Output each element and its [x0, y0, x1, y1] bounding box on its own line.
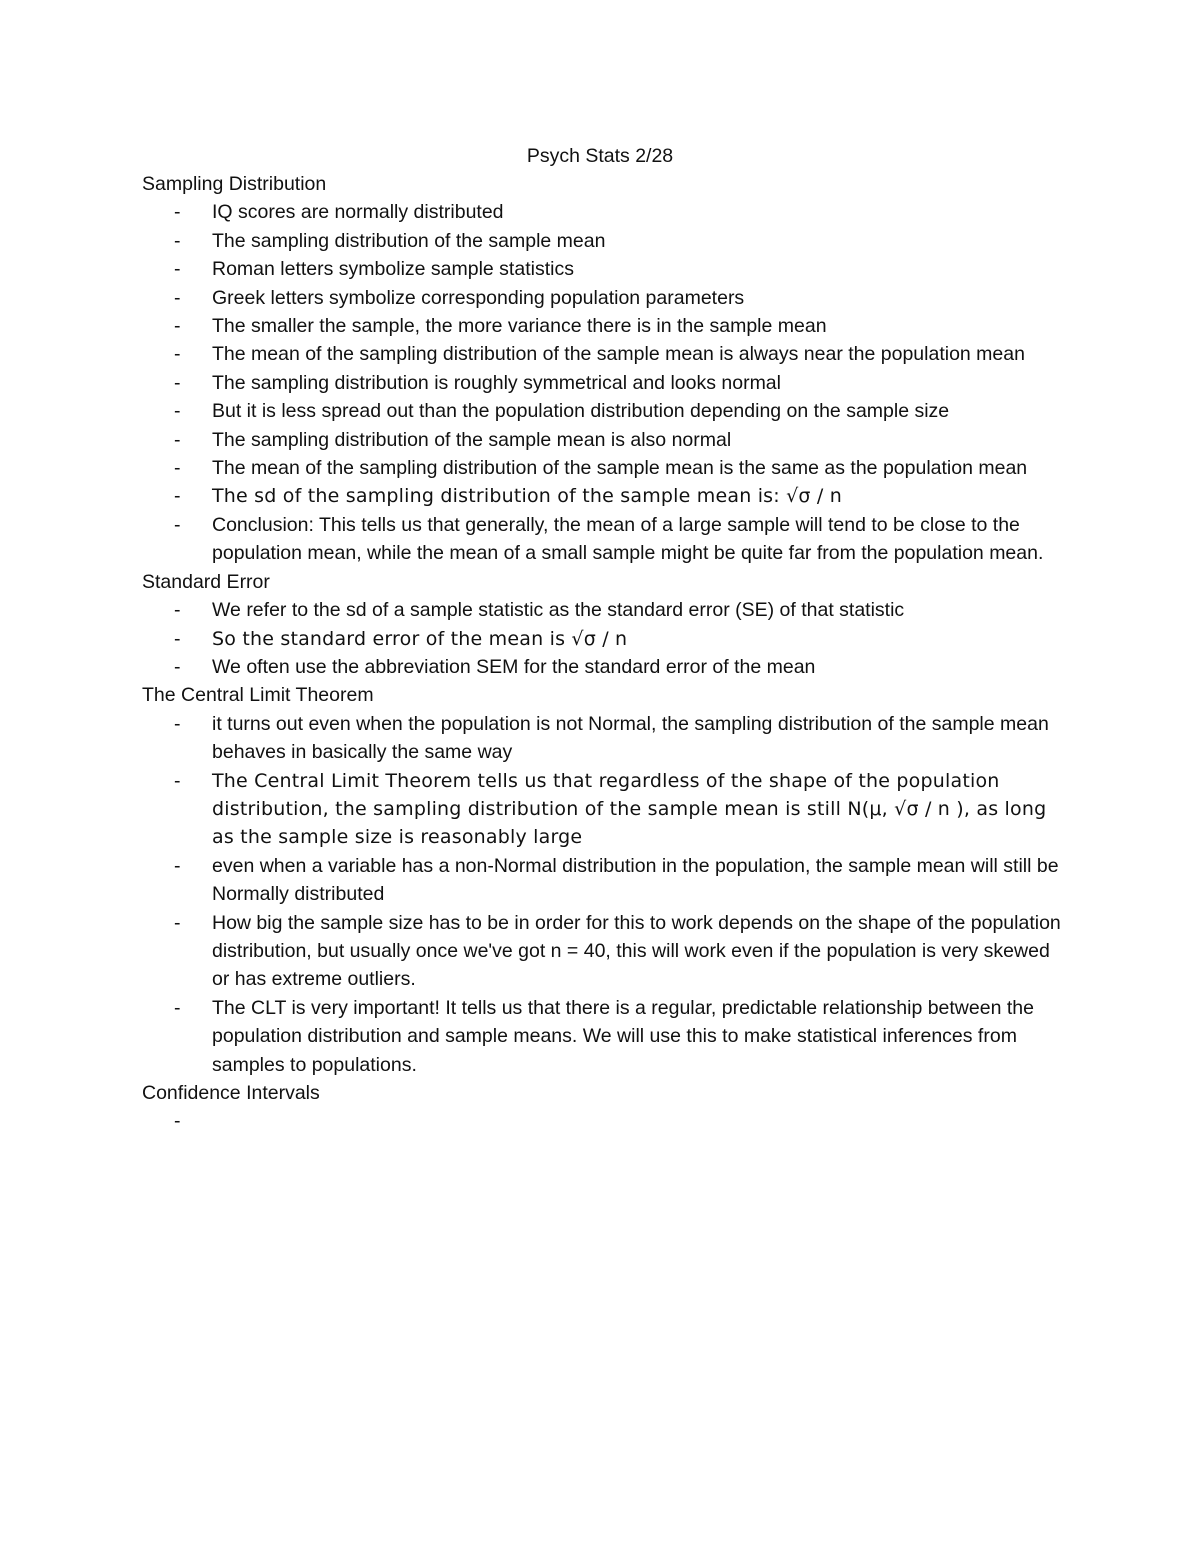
- bullet-dash: -: [174, 428, 181, 451]
- bullet-dash: -: [174, 627, 181, 650]
- list-item: [142, 710, 1072, 767]
- bullet-dash: -: [174, 400, 181, 423]
- list-item: [142, 198, 1072, 226]
- list-item-text: The CLT is very important! It tells us that there is a regular, predictable relationship between the population distribution and sample means. We will use this to make statistical inferences from samples to populations.: [212, 996, 1034, 1076]
- bullet-dash: -: [174, 513, 181, 536]
- list-item: [142, 852, 1072, 909]
- bullet-dash: -: [174, 258, 181, 281]
- bullet-dash: -: [174, 343, 181, 366]
- list-item-text: Conclusion: This tells us that generally, the mean of a large sample will tend to be close to the population mean, while the mean of a small sample might be quite far from the population mean.: [212, 513, 1044, 565]
- section-sampling-distribution: [142, 170, 1072, 568]
- list-item-text: The sampling distribution is roughly symmetrical and looks normal: [212, 371, 781, 394]
- bullet-dash: -: [174, 229, 181, 252]
- list-item-text: How big the sample size has to be in order for this to work depends on the shape of the population distribution, but usually once we've got n = 40, this will work even if the population is very skewed or has extreme outliers.: [212, 911, 1061, 991]
- list-item-text: But it is less spread out than the population distribution depending on the sample size: [212, 400, 950, 423]
- list-item: [142, 909, 1072, 994]
- list-item-text: Roman letters symbolize sample statistics: [212, 258, 574, 281]
- list-item: [142, 994, 1072, 1079]
- list-item: [142, 511, 1072, 568]
- list-item: [142, 454, 1072, 482]
- bullet-dash: -: [174, 315, 181, 338]
- list-item-text: The sampling distribution of the sample mean is also normal: [212, 428, 732, 451]
- section-heading: Sampling Distribution: [142, 173, 327, 195]
- bullet-list: [142, 596, 1072, 681]
- bullet-dash: -: [174, 201, 181, 224]
- list-item: [142, 227, 1072, 255]
- section-standard-error: [142, 568, 1072, 682]
- bullet-dash: -: [174, 854, 181, 877]
- section-heading: Standard Error: [142, 570, 270, 593]
- list-item: [142, 255, 1072, 283]
- list-item: [142, 596, 1072, 624]
- bullet-list: [142, 710, 1072, 1079]
- bullet-dash: -: [174, 457, 181, 480]
- list-item-text: The sd of the sampling distribution of the sample mean is: √σ / n: [212, 485, 842, 508]
- bullet-dash: -: [174, 712, 181, 735]
- list-item-text: even when a variable has a non-Normal distribution in the population, the sample mean will still be Normally distributed: [212, 854, 1059, 906]
- list-item: [142, 1107, 1072, 1135]
- section-heading: Confidence Intervals: [142, 1082, 320, 1104]
- bullet-dash: -: [174, 371, 181, 394]
- list-item: [142, 426, 1072, 454]
- bullet-list: [142, 1107, 1072, 1135]
- list-item: [142, 284, 1072, 312]
- list-item: [142, 482, 1072, 510]
- list-item-text: Greek letters symbolize corresponding population parameters: [212, 286, 745, 309]
- list-item-text: So the standard error of the mean is √σ / n: [212, 627, 628, 650]
- list-item-text: The smaller the sample, the more variance there is in the sample mean: [212, 315, 827, 338]
- bullet-dash: -: [174, 485, 181, 508]
- bullet-dash: -: [174, 286, 181, 309]
- list-item-text: The sampling distribution of the sample mean: [212, 229, 606, 252]
- list-item: [142, 312, 1072, 340]
- list-item-text: The Central Limit Theorem tells us that regardless of the shape of the population distribution, the sampling distribution of the sample mean is still N(μ, √σ / n ), as long as the sample size is reasonably large: [212, 769, 1047, 849]
- bullet-dash: -: [174, 599, 181, 622]
- bullet-list: [142, 198, 1072, 567]
- bullet-dash: -: [174, 769, 181, 792]
- bullet-dash: -: [174, 911, 181, 934]
- bullet-dash: -: [174, 1110, 181, 1133]
- section-heading: The Central Limit Theorem: [142, 684, 374, 707]
- list-item: [142, 625, 1072, 653]
- bullet-dash: -: [174, 996, 181, 1019]
- list-item: [142, 369, 1072, 397]
- list-item: [142, 397, 1072, 425]
- list-item-text: We often use the abbreviation SEM for the standard error of the mean: [212, 655, 816, 678]
- list-item-text: The mean of the sampling distribution of the sample mean is the same as the population mean: [212, 457, 1028, 480]
- bullet-dash: -: [174, 655, 181, 678]
- section-central-limit-theorem: [142, 681, 1072, 1079]
- list-item-text: The mean of the sampling distribution of the sample mean is always near the population mean: [212, 343, 1025, 366]
- list-item-text: it turns out even when the population is not Normal, the sampling distribution of the sample mean behaves in basically the same way: [212, 712, 1049, 764]
- document-body: [142, 170, 1072, 1136]
- list-item-text: We refer to the sd of a sample statistic as the standard error (SE) of that statistic: [212, 599, 905, 622]
- list-item: [142, 767, 1072, 852]
- list-item: [142, 340, 1072, 368]
- page-title: Psych Stats 2/28: [526, 145, 674, 167]
- section-confidence-intervals: [142, 1079, 1072, 1136]
- list-item: [142, 653, 1072, 681]
- list-item-text: IQ scores are normally distributed: [212, 201, 504, 224]
